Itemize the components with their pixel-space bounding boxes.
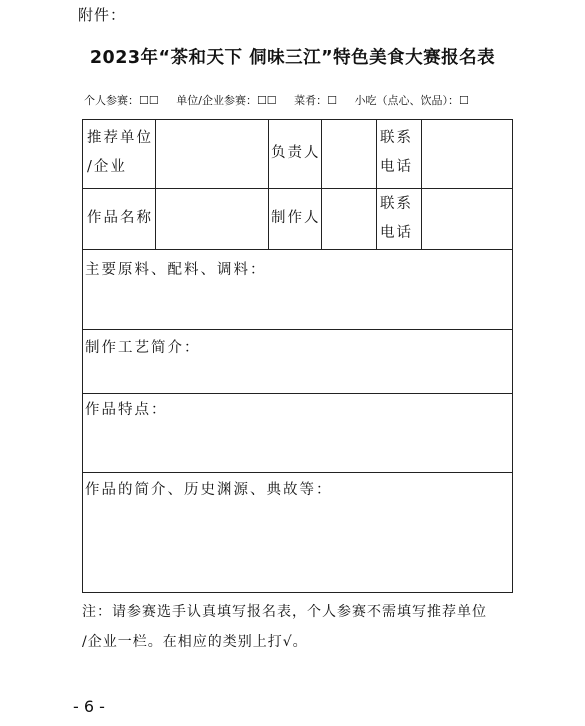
col-divider — [421, 120, 422, 249]
page-number: - 6 - — [73, 697, 105, 716]
col-divider — [155, 120, 156, 249]
ingredients-section: 主要原料、配料、调料： — [85, 262, 267, 278]
col-divider — [321, 120, 322, 249]
row-divider — [83, 188, 512, 189]
row-divider — [83, 329, 512, 330]
col-divider — [268, 120, 269, 249]
row-divider — [83, 249, 512, 250]
registration-table — [82, 119, 513, 593]
person-in-charge-label: 负责人 — [271, 145, 321, 161]
features-section: 作品特点： — [85, 402, 168, 418]
maker-label: 制作人 — [271, 210, 321, 226]
recommend-unit-label: 推荐单位 /企业 — [87, 130, 153, 175]
category-organization[interactable]: 单位/企业参赛：☐☐ — [176, 94, 277, 107]
category-dish[interactable]: 菜肴：☐ — [294, 94, 338, 107]
note: 注：请参赛选手认真填写报名表，个人参赛不需填写推荐单位 /企业一栏。在相应的类别上打√。 — [82, 604, 487, 650]
category-checkboxes — [84, 92, 469, 108]
contact-phone-label-2: 联系 电话 — [380, 196, 413, 241]
process-section: 制作工艺简介： — [85, 340, 201, 356]
category-individual[interactable]: 个人参赛：☐☐ — [84, 94, 159, 107]
col-divider — [376, 120, 377, 249]
row-divider — [83, 472, 512, 473]
attachment-label: 附件： — [78, 6, 127, 24]
form-title: 2023年“茶和天下 侗味三江”特色美食大赛报名表 — [89, 48, 496, 68]
dish-name-label: 作品名称 — [87, 210, 153, 226]
category-snack[interactable]: 小吃（点心、饮品）：☐ — [354, 94, 469, 107]
row-divider — [83, 393, 512, 394]
history-section: 作品的简介、历史渊源、典故等： — [85, 482, 333, 498]
contact-phone-label: 联系 电话 — [380, 130, 413, 175]
